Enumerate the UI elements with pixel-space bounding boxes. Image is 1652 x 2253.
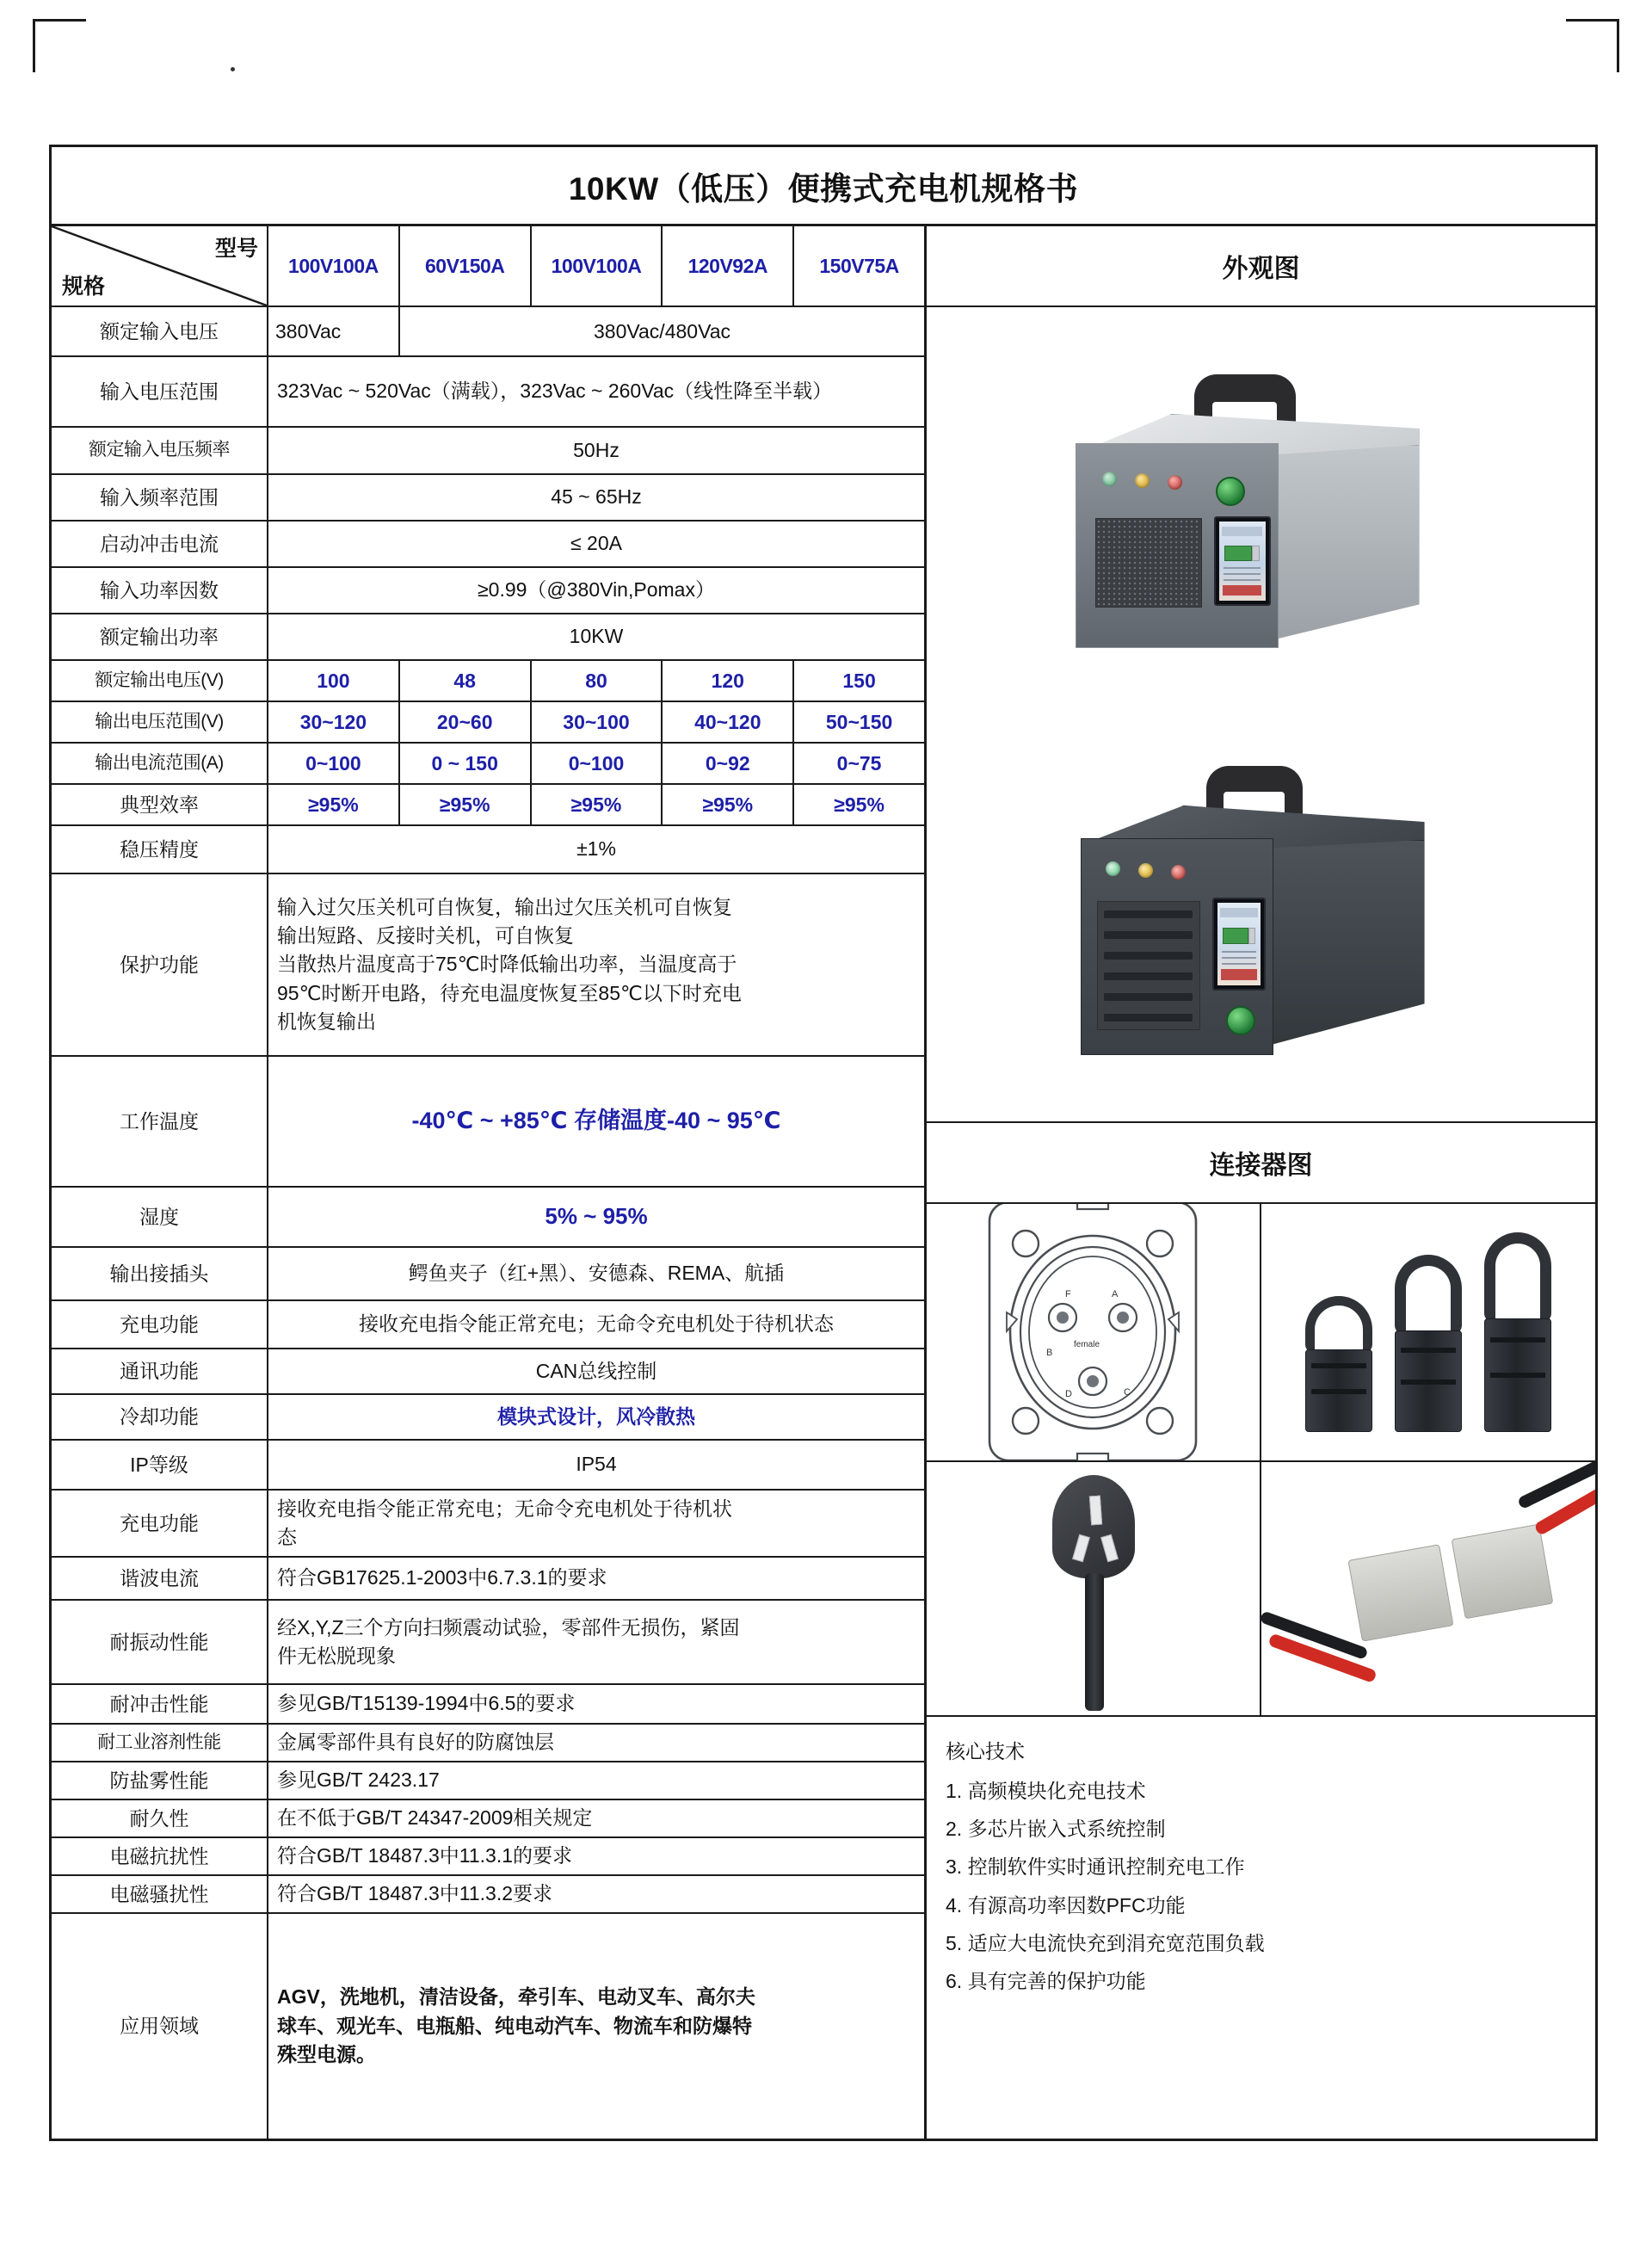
model-header-4: 120V92A xyxy=(663,226,794,306)
lcd-text-lines-dark xyxy=(1222,951,1256,969)
rema-connector-group xyxy=(1305,1232,1551,1432)
cell-rated-output-voltage-2: 48 xyxy=(400,661,532,701)
label-vibration: 耐振动性能 xyxy=(52,1601,268,1683)
led-power-green xyxy=(1102,472,1117,486)
row-charging-function-2 xyxy=(52,1491,924,1558)
value-regulation-accuracy: ±1% xyxy=(576,837,616,861)
applications-line-1: AGV，洗地机，清洁设备，牵引车、电动叉车、高尔夫 xyxy=(277,1985,755,2009)
cell-output-voltage-range-2: 20~60 xyxy=(400,702,532,742)
emergency-stop-button-dark[interactable] xyxy=(1226,1006,1255,1035)
protection-line-4: 95℃时断开电路，待充电温度恢复至85℃以下时充电 xyxy=(277,981,742,1004)
ventilation-mesh xyxy=(1095,518,1202,608)
row-solvent xyxy=(52,1725,924,1762)
core-technology-title: 核心技术 xyxy=(946,1740,1025,1762)
label-humidity: 湿度 xyxy=(52,1188,268,1246)
model-header-2: 60V150A xyxy=(400,226,532,306)
value-communication: CAN总线控制 xyxy=(535,1359,657,1382)
row-input-freq-range xyxy=(52,475,924,522)
label-ip-rating: IP等级 xyxy=(52,1441,268,1489)
row-humidity xyxy=(52,1188,924,1248)
lcd-display xyxy=(1214,516,1271,606)
row-input-voltage-range xyxy=(52,357,924,428)
charger-side-face xyxy=(1275,445,1420,639)
lcd-title-bar xyxy=(1222,527,1263,536)
vibration-line-1: 经X,Y,Z三个方向扫频震动试验，零部件无损伤，紧固 xyxy=(277,1615,740,1639)
led-power-green-dark xyxy=(1106,861,1120,876)
crop-mark-top-left xyxy=(33,19,86,72)
model-header-5: 150V75A xyxy=(819,254,899,277)
protection-line-5: 机恢复输出 xyxy=(277,1010,376,1034)
led-working-yellow-dark xyxy=(1138,863,1153,878)
label-inrush-current: 启动冲击电流 xyxy=(52,522,268,566)
ac-power-plug-illustration xyxy=(1028,1462,1157,1715)
cell-output-voltage-range-3: 30~100 xyxy=(532,702,663,742)
row-protection xyxy=(52,874,924,1057)
rema-connector-large xyxy=(1484,1232,1551,1432)
cell-output-current-range-5: 0~75 xyxy=(836,751,882,775)
svg-text:F: F xyxy=(1065,1289,1071,1299)
row-power-factor xyxy=(52,568,924,614)
page-title: 10KW（低压）便携式充电机规格书 xyxy=(568,170,1079,207)
row-regulation-accuracy xyxy=(52,826,924,874)
diagonal-header-cell xyxy=(52,226,268,306)
vibration-line-2: 件无松脱现象 xyxy=(277,1645,396,1667)
cell-output-current-range-2: 0 ~ 150 xyxy=(400,744,532,783)
cell-output-voltage-range-5: 50~150 xyxy=(825,710,893,733)
value-durability: 在不低于GB/T 24347-2009相关规定 xyxy=(277,1806,593,1830)
value-input-voltage-range: 323Vac ~ 520Vac（满载），323Vac ~ 260Vac（线性降至半载） xyxy=(277,380,833,403)
value-charging-function-2 xyxy=(268,1489,924,1559)
rema-connector-small xyxy=(1305,1296,1372,1432)
core-technology-item-1: 1. 高频模块化充电技术 xyxy=(946,1780,1146,1803)
lcd-status-banner xyxy=(1223,585,1261,596)
label-emi-immunity: 电磁抗扰性 xyxy=(52,1838,268,1874)
label-applications: 应用领域 xyxy=(52,1914,268,2139)
applications-line-3: 殊型电源。 xyxy=(277,2043,376,2066)
lcd-title-bar-dark xyxy=(1220,908,1258,918)
label-working-temperature: 工作温度 xyxy=(52,1057,268,1186)
label-emi-emission: 电磁骚扰性 xyxy=(52,1876,268,1912)
aviation-connector-pane xyxy=(927,1204,1261,1460)
cell-typical-efficiency-2: ≥95% xyxy=(400,785,532,824)
svg-text:female: female xyxy=(1074,1340,1100,1349)
value-applications xyxy=(268,1977,924,2075)
label-output-current-range: 输出电流范围(A) xyxy=(52,744,268,783)
lcd-status-banner-dark xyxy=(1221,969,1257,980)
row-shock xyxy=(52,1685,924,1725)
row-rated-output-voltage xyxy=(52,661,924,702)
svg-text:C: C xyxy=(1124,1387,1131,1398)
lcd-screen-content xyxy=(1219,522,1266,601)
lcd-display-dark xyxy=(1212,898,1266,991)
value-protection xyxy=(268,887,924,1043)
charger-front-panel xyxy=(1076,443,1279,648)
lcd-battery-fill xyxy=(1224,546,1252,561)
value-rated-input-voltage-b: 380Vac/480Vac xyxy=(594,319,730,343)
plug-cable xyxy=(1085,1573,1104,1711)
row-emi-emission xyxy=(52,1876,924,1914)
rema-body-small xyxy=(1305,1349,1372,1432)
rema-handle-small xyxy=(1305,1296,1372,1353)
rema-connector-medium xyxy=(1395,1255,1462,1432)
value-charging-function-1: 接收充电指令能正常充电；无命令充电机处于待机状态 xyxy=(359,1312,834,1336)
led-fault-red-dark xyxy=(1171,865,1186,880)
connector-header: 连接器图 xyxy=(927,1123,1595,1204)
label-typical-efficiency: 典型效率 xyxy=(52,785,268,824)
value-inrush-current: ≤ 20A xyxy=(570,532,622,555)
value-solvent: 金属零部件具有良好的防腐蚀层 xyxy=(277,1731,554,1754)
label-solvent: 耐工业溶剂性能 xyxy=(52,1725,268,1761)
cell-typical-efficiency-5: ≥95% xyxy=(834,793,885,816)
appearance-header: 外观图 xyxy=(927,226,1595,307)
applications-line-2: 球车、观光车、电瓶船、纯电动汽车、物流车和防爆特 xyxy=(277,2014,752,2037)
lcd-screen-content-dark xyxy=(1217,903,1261,985)
protection-line-1: 输入过欠压关机可自恢复，输出过欠压关机可自恢复 xyxy=(277,895,732,918)
svg-text:D: D xyxy=(1065,1389,1073,1399)
cell-rated-output-voltage-3: 80 xyxy=(532,661,663,701)
rema-handle-large xyxy=(1484,1232,1551,1322)
anderson-housing-right xyxy=(1451,1524,1553,1620)
rema-body-medium xyxy=(1395,1330,1462,1432)
connector-images-row-2 xyxy=(927,1462,1595,1717)
label-harmonic-current: 谐波电流 xyxy=(52,1558,268,1599)
row-ip-rating xyxy=(52,1441,924,1491)
value-harmonic-current: 符合GB17625.1-2003中6.7.3.1的要求 xyxy=(277,1566,607,1589)
label-salt-spray: 防盐雾性能 xyxy=(52,1762,268,1799)
row-rated-input-voltage xyxy=(52,307,924,357)
rema-handle-medium xyxy=(1395,1255,1462,1334)
aviation-connector-drawing xyxy=(964,1204,1222,1460)
led-fault-red xyxy=(1168,475,1182,490)
value-input-freq-range: 45 ~ 65Hz xyxy=(551,485,642,509)
label-output-connector: 输出接插头 xyxy=(52,1248,268,1299)
model-header-3: 100V100A xyxy=(532,226,663,306)
label-input-freq-range: 输入频率范围 xyxy=(52,475,268,520)
value-working-temperature: -40℃ ~ +85℃ 存储温度-40 ~ 95℃ xyxy=(411,1108,781,1134)
label-durability: 耐久性 xyxy=(52,1800,268,1836)
cell-output-voltage-range-4: 40~120 xyxy=(663,702,794,742)
row-inrush-current xyxy=(52,522,924,568)
label-rated-input-freq: 额定输入电压频率 xyxy=(52,428,268,473)
spec-table xyxy=(49,145,1598,2141)
value-emi-emission: 符合GB/T 18487.3中11.3.2要求 xyxy=(277,1882,553,1905)
label-input-voltage-range: 输入电压范围 xyxy=(52,357,268,426)
value-rated-input-voltage-a: 380Vac xyxy=(268,307,400,355)
value-power-factor: ≥0.99（@380Vin,Pomax） xyxy=(478,578,715,602)
cell-rated-output-voltage-4: 120 xyxy=(663,661,794,701)
charger-illustration-silver xyxy=(1038,342,1485,686)
label-rated-output-power: 额定输出功率 xyxy=(52,614,268,659)
led-working-yellow xyxy=(1135,473,1150,488)
cell-output-current-range-3: 0~100 xyxy=(532,744,663,783)
label-shock: 耐冲击性能 xyxy=(52,1685,268,1723)
value-rated-output-power: 10KW xyxy=(569,625,624,648)
label-communication: 通讯功能 xyxy=(52,1349,268,1393)
core-technology-block xyxy=(927,1717,1595,2139)
svg-text:A: A xyxy=(1112,1289,1119,1299)
label-output-voltage-range: 输出电压范围(V) xyxy=(52,702,268,742)
charger-photo-dark xyxy=(927,720,1595,1123)
label-charging-function-2: 充电功能 xyxy=(52,1491,268,1556)
value-vibration xyxy=(268,1608,924,1677)
label-power-factor: 输入功率因数 xyxy=(52,568,268,613)
ac-plug-pane xyxy=(927,1462,1261,1715)
model-header-1: 100V100A xyxy=(268,226,400,306)
model-axis-label: 型号 xyxy=(214,237,258,261)
anderson-connector-illustration xyxy=(1261,1490,1596,1688)
core-technology-item-2: 2. 多芯片嵌入式系统控制 xyxy=(946,1818,1166,1841)
core-technology-item-6: 6. 具有完善的保护功能 xyxy=(946,1969,1146,1992)
charger-side-face-dark xyxy=(1272,840,1425,1045)
anderson-connector-pane xyxy=(1261,1462,1596,1715)
charging-function-2-line-1: 接收充电指令能正常充电；无命令充电机处于待机状 xyxy=(277,1497,732,1520)
charger-front-panel-dark xyxy=(1081,838,1273,1055)
illustration-column xyxy=(927,226,1595,2139)
cell-output-voltage-range-1: 30~120 xyxy=(268,702,400,742)
cell-rated-output-voltage-1: 100 xyxy=(268,661,400,701)
cell-output-current-range-1: 0~100 xyxy=(268,744,400,783)
value-output-connector: 鳄鱼夹子（红+黑）、安德森、REMA、航插 xyxy=(408,1262,785,1285)
plug-pin-ground xyxy=(1089,1496,1102,1526)
row-output-current-range xyxy=(52,744,924,785)
label-charging-function-1: 充电功能 xyxy=(52,1301,268,1348)
table-header-row xyxy=(52,226,924,307)
cell-output-current-range-4: 0~92 xyxy=(663,744,794,783)
lcd-battery-empty xyxy=(1252,546,1260,561)
cell-typical-efficiency-1: ≥95% xyxy=(268,785,400,824)
lcd-battery-empty-dark xyxy=(1248,928,1255,944)
row-rated-output-power xyxy=(52,614,924,661)
cell-rated-output-voltage-5: 150 xyxy=(842,669,876,692)
row-rated-input-freq xyxy=(52,428,924,475)
rema-connectors-pane xyxy=(1261,1204,1596,1460)
label-protection: 保护功能 xyxy=(52,874,268,1055)
cell-typical-efficiency-3: ≥95% xyxy=(532,785,663,824)
protection-line-2: 输出短路、反接时关机，可自恢复 xyxy=(277,923,574,947)
row-typical-efficiency xyxy=(52,785,924,826)
cell-typical-efficiency-4: ≥95% xyxy=(663,785,794,824)
value-ip-rating: IP54 xyxy=(576,1453,617,1476)
emergency-stop-button[interactable] xyxy=(1216,477,1245,506)
core-technology-list xyxy=(946,1772,1576,2000)
row-charging-function-1 xyxy=(52,1301,924,1349)
plug-housing xyxy=(1052,1475,1135,1578)
row-salt-spray xyxy=(52,1762,924,1800)
svg-text:B: B xyxy=(1046,1348,1053,1358)
row-communication xyxy=(52,1349,924,1395)
label-rated-output-voltage: 额定输出电压(V) xyxy=(52,661,268,701)
row-durability xyxy=(52,1800,924,1838)
value-emi-immunity: 符合GB/T 18487.3中11.3.1的要求 xyxy=(277,1844,573,1867)
anderson-housing-left xyxy=(1347,1544,1453,1641)
row-working-temperature xyxy=(52,1057,924,1188)
rema-body-large xyxy=(1484,1318,1551,1432)
lcd-text-lines xyxy=(1224,567,1261,584)
value-cooling: 模块式设计，风冷散热 xyxy=(497,1404,695,1428)
core-technology-item-3: 3. 控制软件实时通讯控制充电工作 xyxy=(946,1855,1245,1879)
core-technology-item-4: 4. 有源高功率因数PFC功能 xyxy=(946,1893,1186,1917)
row-output-voltage-range xyxy=(52,702,924,744)
core-technology-item-5: 5. 适应大电流快充到涓充宽范围负载 xyxy=(946,1931,1265,1954)
label-rated-input-voltage: 额定输入电压 xyxy=(52,307,268,355)
row-vibration xyxy=(52,1601,924,1685)
row-harmonic-current xyxy=(52,1558,924,1601)
value-humidity: 5% ~ 95% xyxy=(545,1203,648,1230)
crop-mark-top-right xyxy=(1566,19,1619,72)
lcd-battery-fill-dark xyxy=(1223,928,1248,944)
ventilation-slots xyxy=(1097,901,1200,1030)
row-applications xyxy=(52,1914,924,2139)
spec-axis-label: 规格 xyxy=(62,275,106,299)
row-output-connector xyxy=(52,1248,924,1301)
row-cooling xyxy=(52,1395,924,1441)
value-rated-input-freq: 50Hz xyxy=(573,438,620,461)
protection-line-3: 当散热片温度高于75℃时降低输出功率，当温度高于 xyxy=(277,953,737,976)
charger-photo-silver xyxy=(927,307,1595,720)
charger-illustration-dark xyxy=(1038,749,1485,1093)
specification-column xyxy=(52,226,927,2139)
connector-images-row-1 xyxy=(927,1204,1595,1462)
charging-function-2-line-2: 态 xyxy=(277,1526,297,1548)
registration-dot xyxy=(231,67,235,71)
label-cooling: 冷却功能 xyxy=(52,1395,268,1439)
value-shock: 参见GB/T15139-1994中6.5的要求 xyxy=(277,1692,576,1715)
value-salt-spray: 参见GB/T 2423.17 xyxy=(277,1768,440,1792)
row-emi-immunity xyxy=(52,1838,924,1876)
document-title-row xyxy=(52,147,1595,226)
label-regulation-accuracy: 稳压精度 xyxy=(52,826,268,873)
